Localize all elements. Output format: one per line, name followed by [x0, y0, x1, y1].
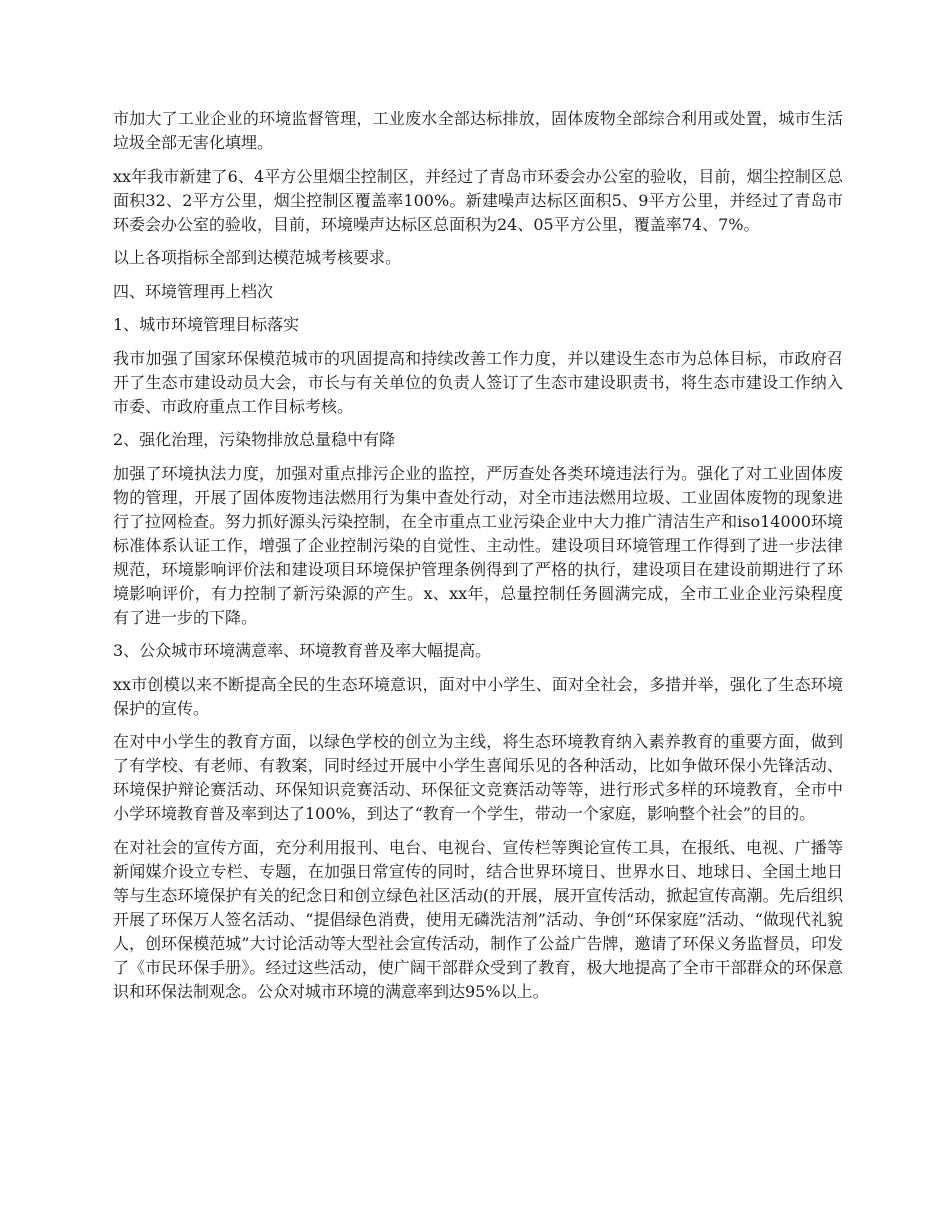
paragraph-indicators-met: 以上各项指标全部到达模范城考核要求。: [113, 248, 402, 267]
paragraph-student-education: 在对中小学生的教育方面，以绿色学校的创立为主线，将生态环境教育纳入素养教育的重要方面，做到了有学校、有老师、有教案，同时经过开展中小学生喜闻乐见的各种活动，比如争做环保小先锋活动、环境保护辩论赛活动、环保知识竞赛活动、环保征文竞赛活动等等，进行形式多样的环境教育，全市中小学环境教育普及率到达了100%，到达了“教育一个学生，带动一个家庭，影响整个社会”的目的。: [113, 732, 843, 823]
document-page: [113, 107, 843, 1013]
paragraph-awareness: xx市创模以来不断提高全民的生态环境意识，面对中小学生、面对全社会，多措并举，强化了生态环境保护的宣传。: [113, 674, 843, 718]
paragraph-goals: 我市加强了国家环保模范城市的巩固提高和持续改善工作力度，并以建设生态市为总体目标，市政府召开了生态市建设动员大会，市长与有关单位的负责人签订了生态市建设职责书，将生态市建设工作纳入市委、市政府重点工作目标考核。: [113, 348, 843, 416]
subheading-public-satisfaction: 3、公众城市环境满意率、环境教育普及率大幅提高。: [113, 641, 492, 660]
paragraph-public-outreach: 在对社会的宣传方面，充分利用报刊、电台、电视台、宣传栏等舆论宣传工具，在报纸、电视、广播等新闻媒介设立专栏、专题，在加强日常宣传的同时，结合世界环境日、世界水日、地球日、全国土地日等与生态环境保护有关的纪念日和创立绿色社区活动(的开展，展开宣传活动，掀起宣传高潮。先后组织开展了环保万人签名活动、“提倡绿色消费，使用无磷洗洁剂”活动、争创“环保家庭”活动、“做现代礼貌人，创环保模范城”大讨论活动等大型社会宣传活动，制作了公益广告牌，邀请了环保义务监督员，印发了《市民环保手册》。经过这些活动，使广阔干部群众受到了教育，极大地提高了全市干部群众的环保意识和环保法制观念。公众对城市环境的满意率到达95%以上。: [113, 837, 843, 1001]
paragraph-pollution-control: 加强了环境执法力度，加强对重点排污企业的监控，严厉查处各类环境违法行为。强化了对工业固体废物的管理，开展了固体废物违法燃用行为集中查处行动，对全市违法燃用垃圾、工业固体废物的现象进行了拉网检查。努力抓好源头污染控制，在全市重点工业污染企业中大力推广清洁生产和iso14000环境标准体系认证工作，增强了企业控制污染的自觉性、主动性。建设项目环境管理工作得到了进一步法律规范，环境影响评价法和建设项目环境保护管理条例得到了严格的执行，建设项目在建设前期进行了环境影响评价，有力控制了新污染源的产生。x、xx年，总量控制任务圆满完成，全市工业企业污染程度有了进一步的下降。: [113, 463, 843, 627]
subheading-pollution-control: 2、强化治理，污染物排放总量稳中有降: [113, 430, 396, 449]
paragraph-waste-management: 市加大了工业企业的环境监督管理，工业废水全部达标排放，固体废物全部综合利用或处置，城市生活垃圾全部无害化填埋。: [113, 109, 843, 152]
subheading-goals: 1、城市环境管理目标落实: [113, 315, 300, 334]
section-heading-management: 四、环境管理再上档次: [113, 281, 274, 301]
paragraph-dust-noise-control: xx年我市新建了6、4平方公里烟尘控制区，并经过了青岛市环委会办公室的验收，目前，烟尘控制区总面积32、2平方公里，烟尘控制区覆盖率100%。新建噪声达标区面积5、9平方公里，并经过了青岛市环委会办公室的验收，目前，环境噪声达标区总面积为24、05平方公里，覆盖率74、7%。: [113, 166, 843, 234]
